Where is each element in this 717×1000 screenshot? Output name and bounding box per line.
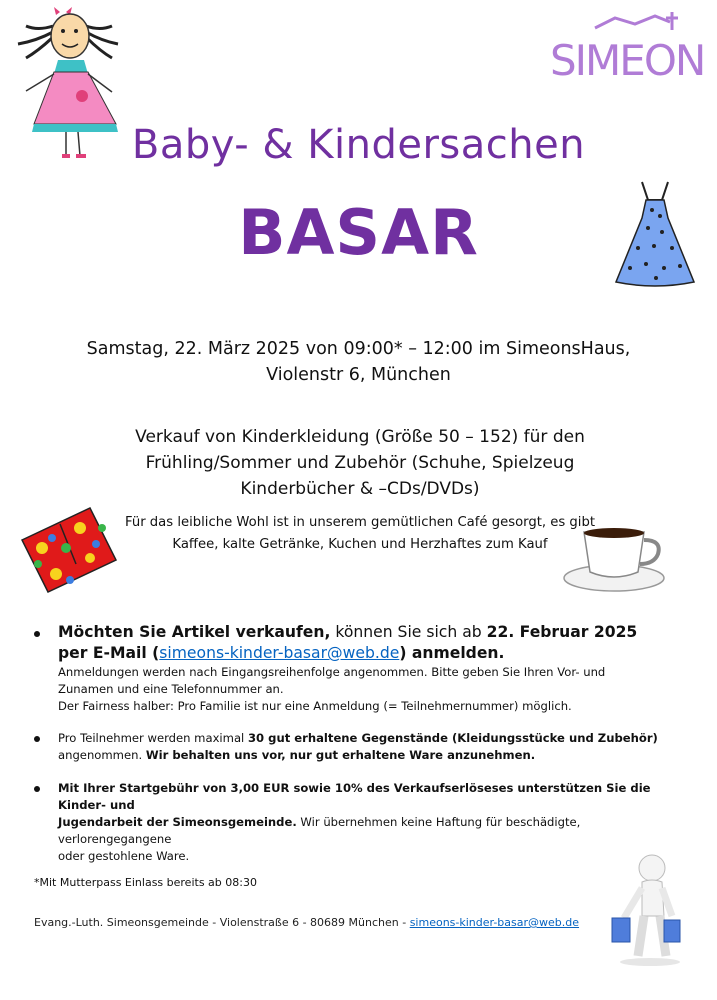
sale-description (60, 424, 660, 502)
sale-line-3: Kinderbücher & –CDs/DVDs) (240, 479, 480, 499)
bullet2-text-1: Pro Teilnehmer werden maximal (58, 731, 248, 745)
event-address: Violenstr 6, München (266, 365, 451, 385)
cafe-line-2: Kaffee, kalte Getränke, Kuchen und Herzhaftes zum Kauf (172, 537, 548, 552)
shopping-figure-illustration (606, 852, 686, 967)
footer-email-link[interactable]: simeons-kinder-basar@web.de (409, 916, 580, 929)
dress-illustration (612, 178, 698, 290)
cafe-line-1: Für das leibliche Wohl ist in unserem gemütlichen Café gesorgt, es gibt (124, 515, 596, 530)
event-date-line-1: Samstag, 22. März 2025 von 09:00* – 12:00 im SimeonsHaus, (86, 339, 631, 359)
footnote: *Mit Mutterpass Einlass bereits ab 08:30 (34, 876, 257, 889)
bullet-dot (34, 786, 40, 792)
pants-illustration (20, 504, 118, 596)
bullet2-bold-1: 30 gut erhaltene Gegenstände (Kleidungsstücke und Zubehör) (247, 731, 658, 745)
logo-text: SIMEON (550, 36, 705, 85)
bullet3-bold-2: Jugendarbeit der Simeonsgemeinde. (58, 815, 297, 829)
bullet1-bold-4: ) anmelden. (399, 644, 505, 662)
cross-icon (590, 10, 690, 32)
title-line-1: Baby- & Kindersachen (131, 122, 586, 168)
simeon-logo (550, 10, 705, 100)
coffee-cup-icon (562, 526, 672, 594)
bullet-register (34, 622, 684, 715)
bullet2-text-2: angenommen. (58, 748, 146, 762)
bullet1-text-1: können Sie sich ab (330, 623, 487, 641)
event-date (0, 336, 717, 388)
bullet3-bold-1: Mit Ihrer Startgebühr von 3,00 EUR sowie 10% des Verkaufserlöseses unterstützen Sie die Kinder- und (58, 781, 651, 812)
title-line-2: BASAR (238, 196, 479, 269)
bullet1-bold-1: Möchten Sie Artikel verkaufen, (58, 623, 331, 641)
bullet-fee (34, 780, 684, 865)
bullet-dot (34, 736, 40, 742)
bullet3-text-2: Wir übernehmen keine Haftung für beschädigte, verlorengegangene (58, 815, 581, 846)
bullet2-bold-2: Wir behalten uns vor, nur gut erhaltene Ware anzunehmen. (145, 748, 536, 762)
bullet1-date: 22. Februar 2025 (486, 623, 638, 641)
email-link[interactable]: simeons-kinder-basar@web.de (159, 644, 400, 662)
sale-line-1: Verkauf von Kinderkleidung (Größe 50 – 152) für den (135, 427, 585, 447)
bullet-limit (34, 730, 684, 764)
bullet1-bold-3: per E-Mail ( (58, 644, 160, 662)
footer-address: Evang.-Luth. Simeonsgemeinde - Violenstraße 6 - 80689 München - (34, 916, 410, 929)
sale-line-2-rest: (Schuhe, Spielzeug (406, 453, 575, 473)
cafe-info (110, 512, 610, 556)
bullet1-small-2: Zunamen und eine Telefonnummer an. (58, 682, 284, 696)
bullet1-small-3: Der Fairness halber: Pro Familie ist nur eine Anmeldung (= Teilnehmernummer) möglich. (58, 699, 572, 713)
footer (34, 916, 579, 929)
bullet3-text-3: oder gestohlene Ware. (58, 849, 190, 863)
bullet-dot (34, 631, 40, 637)
sale-line-2-bold: Frühling/Sommer und Zubehör (145, 453, 407, 473)
bullet1-small-1: Anmeldungen werden nach Eingangsreihenfolge angenommen. Bitte geben Sie Ihren Vor- und (58, 665, 606, 679)
